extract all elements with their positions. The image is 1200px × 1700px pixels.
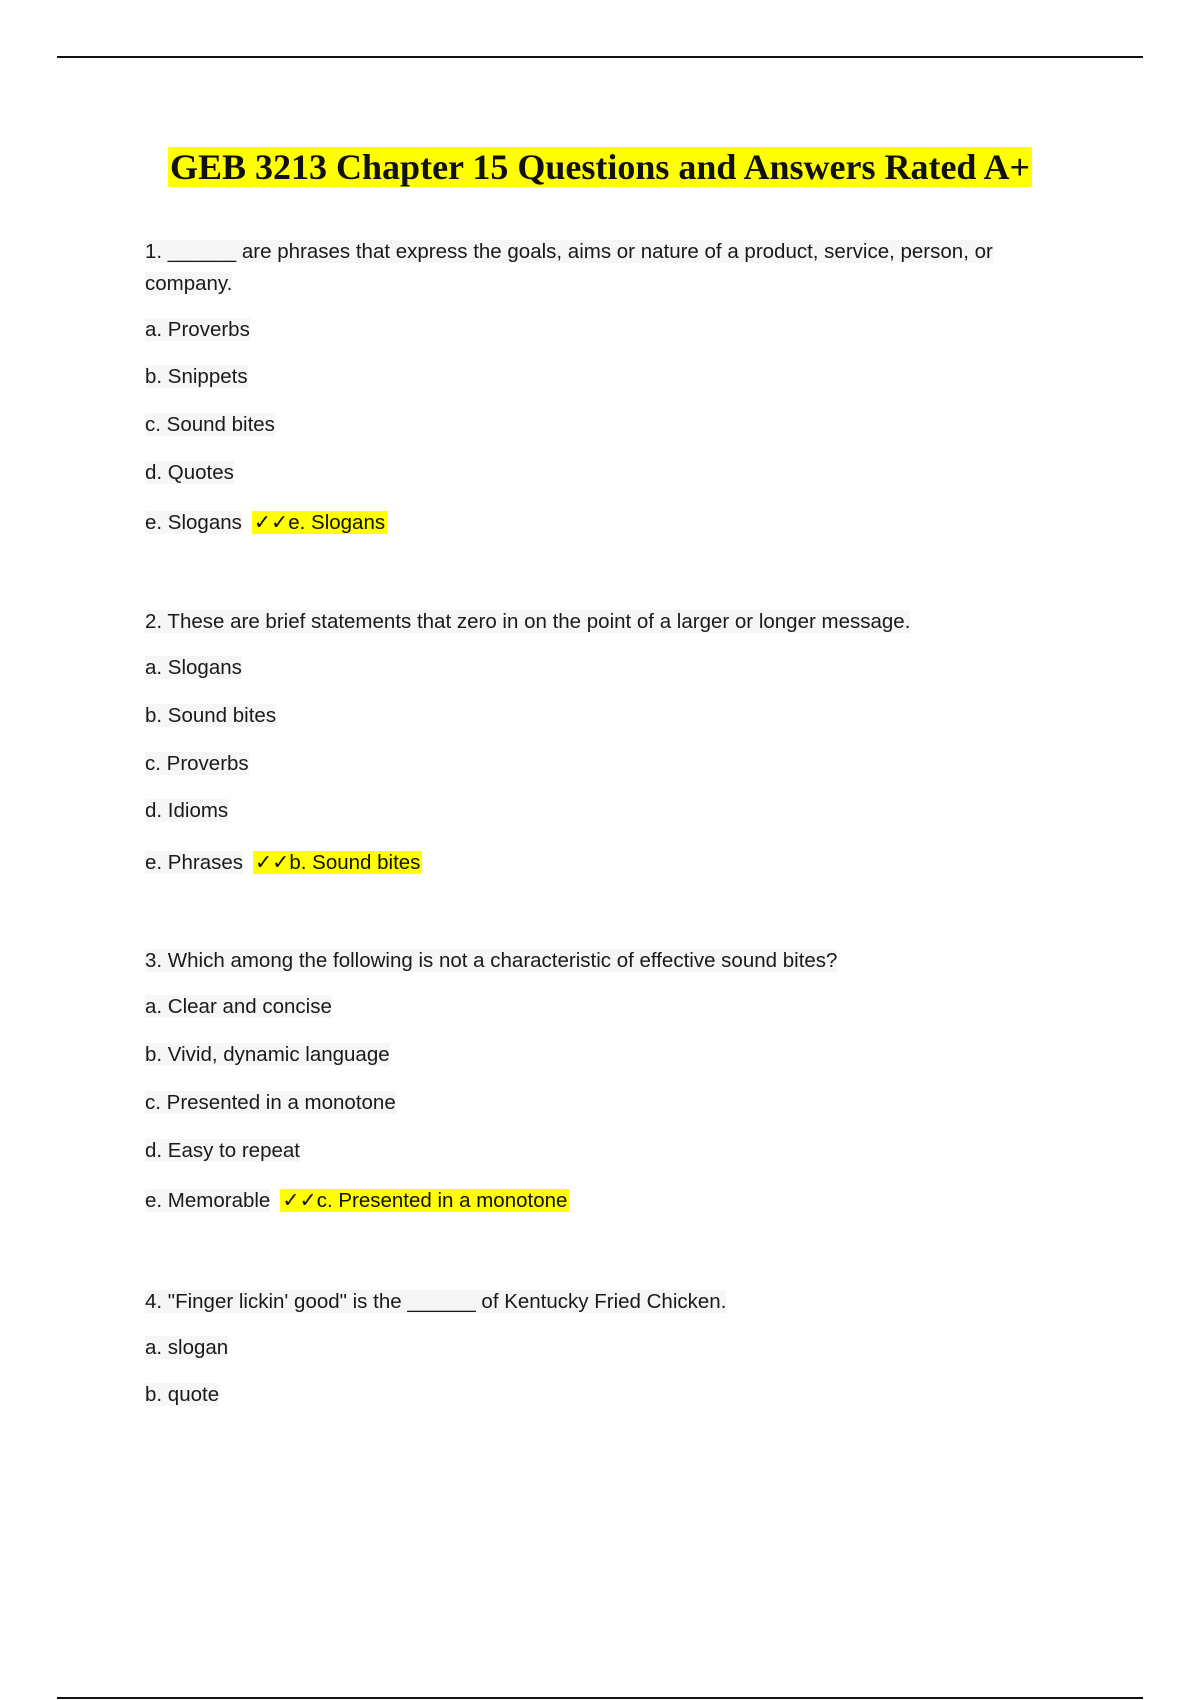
header-rule: [57, 56, 1143, 58]
option-b: b. Sound bites: [145, 704, 277, 727]
question-stem: 2. These are brief statements that zero in on the point of a larger or longer message.: [145, 610, 911, 633]
option-e: e. Phrases ✓✓b. Sound bites: [145, 851, 421, 874]
option-d: d. Easy to repeat: [145, 1139, 300, 1162]
option-d: d. Quotes: [145, 461, 234, 484]
option-c: c. Sound bites: [145, 413, 275, 436]
option-b: b. Snippets: [145, 365, 248, 388]
answer-highlight: ✓✓b. Sound bites: [255, 851, 421, 874]
answer-highlight: ✓✓c. Presented in a monotone: [282, 1189, 568, 1212]
option-b: b. Vivid, dynamic language: [145, 1043, 390, 1066]
option-a: a. Slogans: [145, 656, 242, 679]
question-2: [145, 606, 1065, 879]
option-a: a. Proverbs: [145, 318, 250, 341]
question-1: [145, 236, 1065, 539]
document-title: GEB 3213 Chapter 15 Questions and Answers Rated A+: [170, 147, 1030, 187]
question-3: [145, 945, 1065, 1217]
question-stem: 4. "Finger lickin' good" is the ______ of Kentucky Fried Chicken.: [145, 1290, 727, 1313]
option-d: d. Idioms: [145, 799, 229, 822]
question-stem: 3. Which among the following is not a characteristic of effective sound bites?: [145, 949, 838, 972]
question-4: [145, 1286, 1065, 1411]
option-b: b. quote: [145, 1383, 220, 1406]
option-c: c. Presented in a monotone: [145, 1091, 396, 1114]
option-e: e. Memorable ✓✓c. Presented in a monotone: [145, 1189, 568, 1212]
option-a: a. Clear and concise: [145, 995, 332, 1018]
answer-highlight: ✓✓e. Slogans: [253, 511, 386, 534]
question-stem: 1. ______ are phrases that express the goals, aims or nature of a product, service, person, or company.: [145, 240, 993, 295]
option-c: c. Proverbs: [145, 752, 249, 775]
option-a: a. slogan: [145, 1336, 229, 1359]
option-e: e. Slogans ✓✓e. Slogans: [145, 511, 386, 534]
footer-rule: [57, 1697, 1143, 1699]
